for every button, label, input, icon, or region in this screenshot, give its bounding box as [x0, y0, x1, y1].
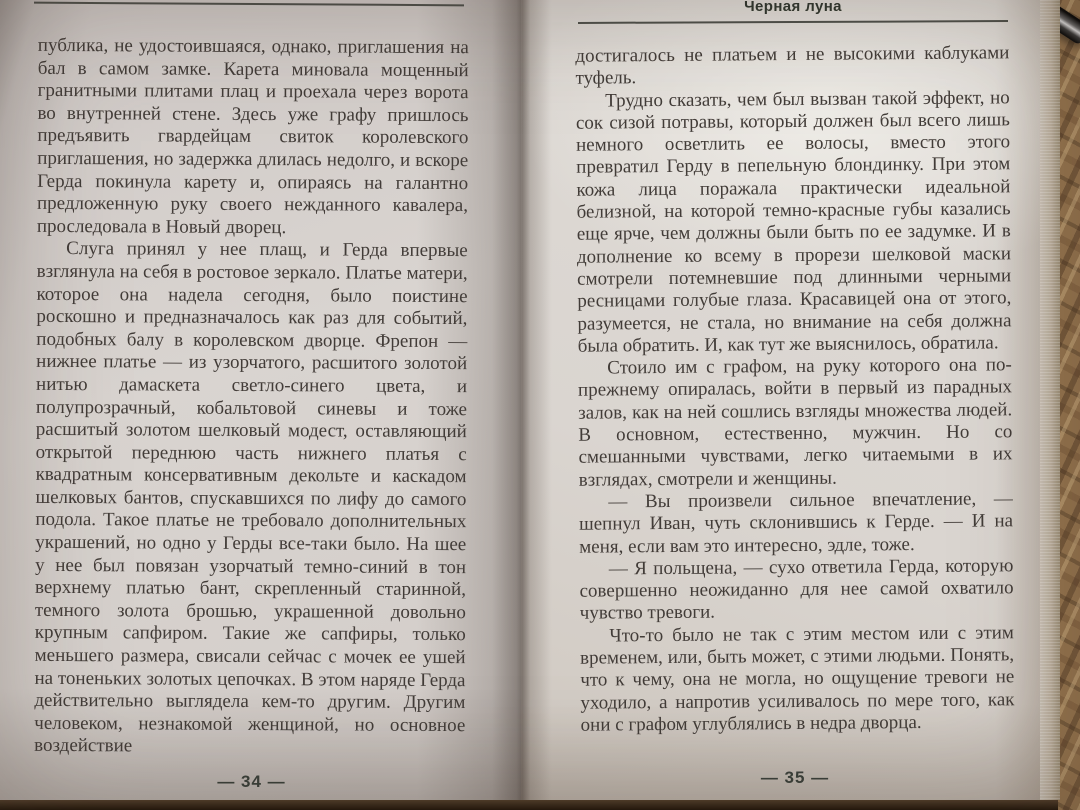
running-title: Черная луна: [744, 0, 842, 15]
page-fore-edge: [1040, 0, 1060, 800]
paragraph: Что-то было не так с этим местом или с этим временем, или, быть может, с этими людьми. Понять, что к чему, она не могла, но ощущение тревоги не уходило, а напротив усиливалось по мере того, как они с графом углублялись в недра дворца.: [580, 622, 1015, 736]
header-rule: [34, 2, 464, 7]
right-page: [521, 0, 1042, 800]
left-page-text: [34, 35, 469, 760]
book-gutter-shadow: [492, 0, 550, 800]
right-page-text: [575, 42, 1014, 737]
page-number: — 35 —: [760, 768, 830, 787]
paragraph: Стоило им с графом, на руку которого она по-прежнему опиралась, войти в первый из парадных залов, как на ней сошлись взгляды множества людей. В основном, естественно, мужчин. Но со смешанными чувствами, легко читаемыми в их взглядах, смотрели и женщины.: [577, 354, 1013, 491]
left-page: [0, 0, 521, 800]
paragraph: Слуга принял у нее плащ, и Герда впервые взглянула на себя в ростовое зеркало. Платье матери, которое она надела сегодня, было поистине роскошно и предназначалось как раз для событий, подобных балу в королевском дворце. Фрепон — нижнее платье — из узорчатого, расшитого золотой нитью дамаскета светло-синего цвета, и полупрозрачный, кобальтовой синевы и тоже расшитый золотом шелковый модест, оставляющий открытой переднюю часть нижнего платья с квадратным консервативным декольте и каскадом шелковых бантов, спускавшихся по лифу до самого подола. Такое платье не требовало дополнительных украшений, но одно у Герды все-таки было. На шее у нее был повязан узорчатый темно-синий в тон верхнему платью бант, скрепленный старинной, темного золота брошью, украшенной довольно крупным сапфиром. Такие же сапфиры, только меньшего размера, свисали сейчас с мочек ее ушей на тоненьких золотых цепочках. В этом наряде Герда действительно выглядела кем-то другим. Другим человеком, незнакомой женщиной, но основное воздействие: [34, 238, 468, 757]
paragraph: достигалось не платьем и не высокими каблуками туфель.: [575, 42, 1010, 90]
paragraph: — Я польщена, — сухо ответила Герда, которую совершенно неожиданно для нее самой охватило чувство тревоги.: [579, 555, 1014, 625]
paragraph: — Вы произвели сильное впечатление, — шепнул Иван, чуть склонившись к Герде. — И на меня, если вам это интересно, эдле, тоже.: [578, 488, 1014, 558]
page-number: — 34 —: [217, 772, 286, 791]
header-rule: [578, 20, 1008, 24]
paragraph: публика, не удостоившаяся, однако, приглашения на бал в самом замке. Карета миновала мощенный гранитными плитами плац и проехала через ворота во внутренней стене. Здесь уже графу пришлось предъявить гвардейцам свиток королевского приглашения, но задержка длилась недолго, и вскоре Герда покинула карету и, опираясь на галантно предложенную руку своего нежданного кавалера, проследовала в Новый дворец.: [36, 34, 469, 238]
paragraph: Трудно сказать, чем был вызван такой эффект, но сок сизой потравы, который должен был всего лишь немного осветлить ее волосы, вместо этого превратил Герду в пепельную блондинку. При этом кожа лица поражала практически идеальной белизной, на которой темно-красные губы казались еще ярче, чем должны были быть по ее задумке. И в дополнение ко всему в прорези шелковой маски смотрели потемневшие под длинными черными ресницами голубые глаза. Красавицей она от этого, разумеется, не стала, но внимание на себя должна была обратить. И, как тут же выяснилось, обратила.: [575, 86, 1012, 357]
